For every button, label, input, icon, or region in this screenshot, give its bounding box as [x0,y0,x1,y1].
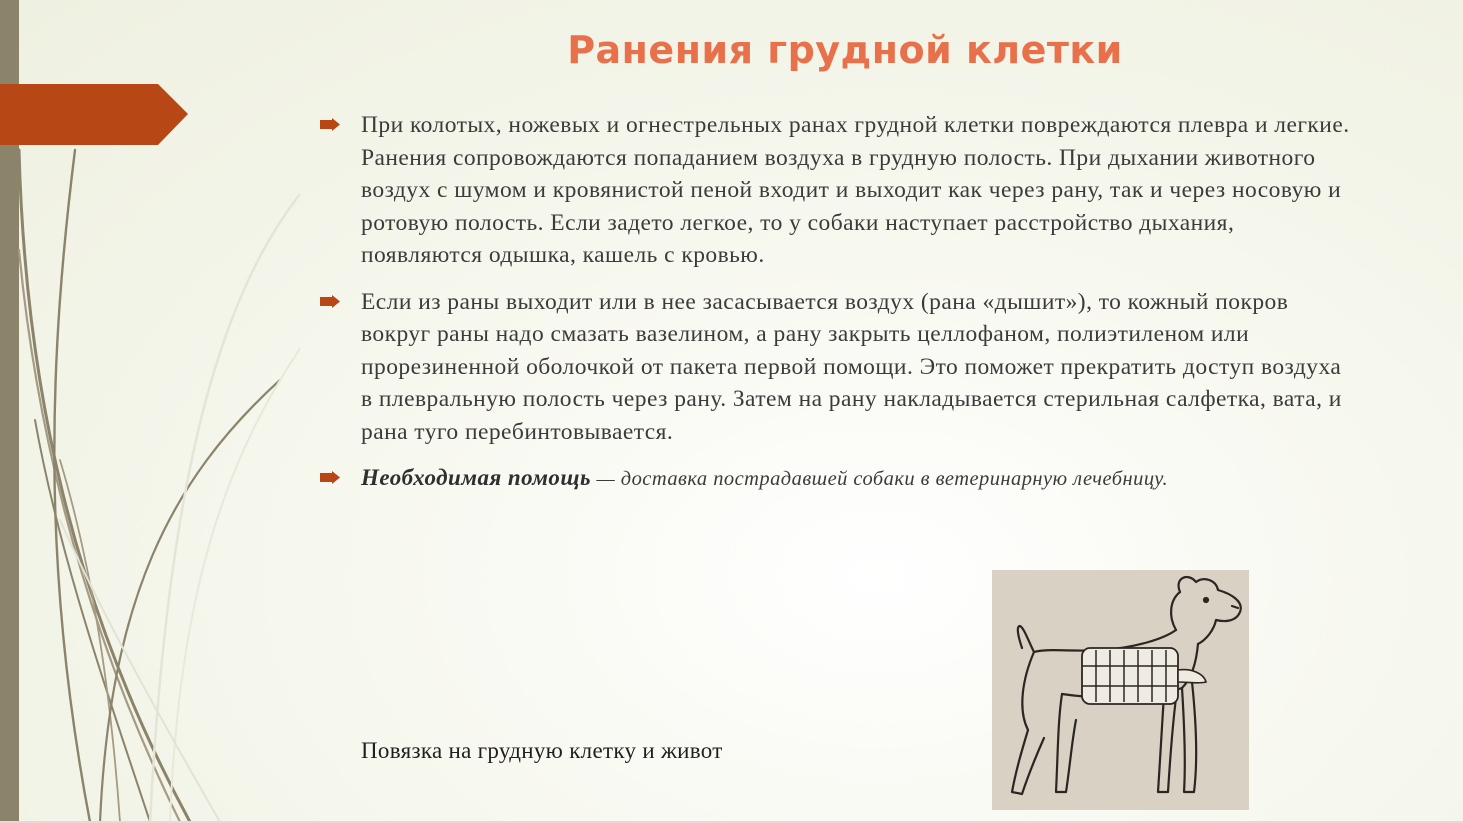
bullet-text: При колотых, ножевых и огнестрельных ранах грудной клетки повреждаются плевра и легкие. Ранения сопровождаются попаданием воздуха в грудную полость. При дыхании животного воздух с шумом и кровянистой пеной входит и выходит как через рану, так и через носовую и ротовую полость. Если задето легкое, то у собаки наступает расстройство дыхания, появляются одышка, кашель с кровью. [361,112,1350,268]
dog-bandage-illustration [992,570,1249,810]
arrow-bullet-icon [320,295,340,308]
slide-title: Ранения грудной клетки [567,28,1123,72]
bullet-rest: — доставка пострадавшей собаки в ветеринарную лечебницу. [590,468,1169,490]
arrow-bullet-icon [320,471,340,484]
accent-arrow-banner [0,84,190,146]
bullet-item [320,109,1350,272]
image-caption: Повязка на грудную клетку и живот [361,738,723,763]
bullet-list [320,109,1350,510]
arrow-bullet-icon [320,118,340,131]
bullet-text: Если из раны выходит или в нее засасывается воздух (рана «дышит»), то кожный покров вокруг раны надо смазать вазелином, а рану закрыть целлофаном, полиэтиленом или прорезиненной оболочкой от пакета первой помощи. Это поможет прекратить доступ воздуха в плевральную полость через рану. Затем на рану накладывается стерильная салфетка, вата, и рана туго перебинтовывается. [361,288,1342,445]
bullet-text [361,462,1350,496]
bullet-emphasis: Необходимая помощь [361,465,591,490]
bullet-item [320,286,1350,449]
bullet-item [320,462,1350,496]
